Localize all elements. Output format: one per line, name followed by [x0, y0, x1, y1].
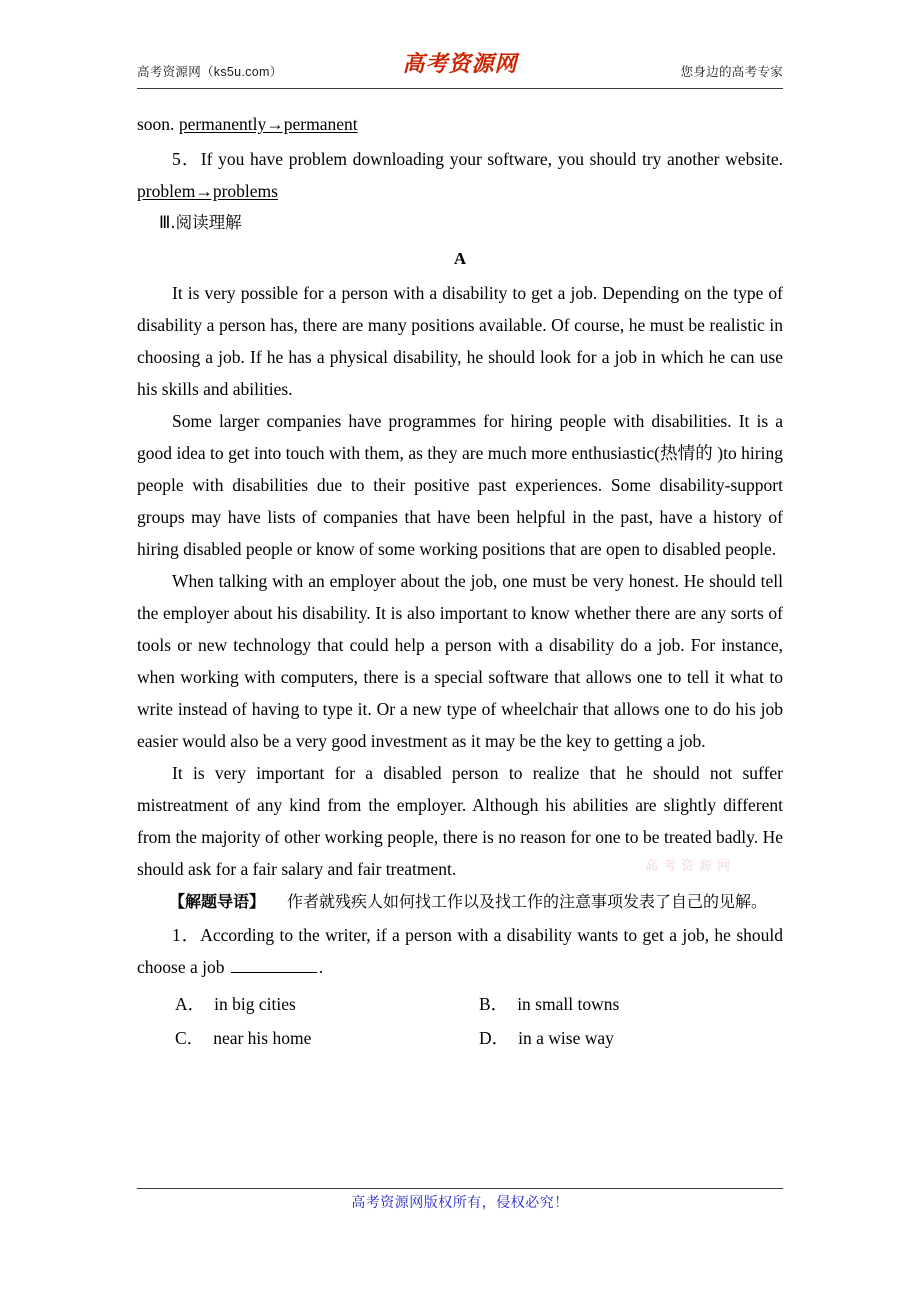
passage-paragraph: Some larger companies have programmes for hiring people with disabilities. It is a good idea to get into touch with them, as they are much more enthusiastic(热情的 )to hiring people with disabilities due to their positive past experiences. Some disability-support groups may have lists of companies that have been helpful in the past, have a history of hiring disabled people or know of some working positions that are open to disabled people.	[137, 411, 783, 559]
question-1-text: 1．According to the writer, if a person with a disability wants to get a job, he should choose a job	[137, 925, 783, 977]
option-row	[175, 987, 783, 1021]
header-site-name: 高考资源网（ks5u.com）	[137, 65, 283, 79]
section-heading-reading: Ⅲ.阅读理解	[159, 213, 242, 232]
answer-blank[interactable]	[231, 958, 317, 973]
page-header	[137, 51, 783, 88]
option-d-text: in a wise way	[518, 1028, 614, 1048]
answer-guide-label: 【解题导语】	[169, 892, 266, 911]
option-b-label: B．	[479, 994, 509, 1014]
passage-label-a: A	[453, 249, 467, 268]
option-c-label: C．	[175, 1028, 205, 1048]
option-a-label: A．	[175, 994, 206, 1014]
exercise-item-5	[137, 143, 783, 207]
question-1-period: .	[318, 957, 324, 977]
footer-divider	[137, 1188, 783, 1189]
question-1	[137, 919, 783, 983]
option-b[interactable]	[479, 987, 783, 1021]
answer-guide-text: 作者就残疾人如何找工作以及找工作的注意事项发表了自己的见解。	[287, 892, 768, 911]
carryover-answer: permanently→permanent	[178, 114, 358, 134]
option-a-text: in big cities	[214, 994, 296, 1014]
document-content	[137, 108, 783, 1055]
option-b-text: in small towns	[517, 994, 620, 1014]
header-divider	[137, 88, 783, 89]
passage-paragraph: It is very possible for a person with a disability to get a job. Depending on the type of disability a person has, there are many positions available. Of course, he must be realistic in choosing a job. If he has a physical disability, he should look for a job in which he can use his skills and abilities.	[137, 283, 783, 399]
option-c-text: near his home	[213, 1028, 312, 1048]
option-a[interactable]	[175, 987, 479, 1021]
option-row	[175, 1021, 783, 1055]
item5-answer: problem→problems	[137, 181, 278, 201]
option-d-label: D．	[479, 1028, 510, 1048]
passage-paragraph: When talking with an employer about the job, one must be very honest. He should tell the employer about his disability. It is also important to know whether there are any sorts of tools or new technology that could help a person with a disability do a job. For instance, when working with computers, there is a special software that allows one to tell it what to write instead of having to type it. Or a new type of wheelchair that allows one to do his job easier would also be a very good investment as it may be the key to getting a job.	[137, 571, 783, 751]
carryover-answer-line	[137, 108, 783, 140]
header-logo: 高考资源网	[402, 51, 518, 76]
option-c[interactable]	[175, 1021, 479, 1055]
question-1-options	[137, 987, 783, 1055]
carryover-prefix: soon.	[137, 114, 179, 134]
item5-sentence: 5．If you have problem downloading your software, you should try another website.	[172, 149, 783, 169]
option-d[interactable]	[479, 1021, 783, 1055]
header-tagline: 您身边的高考专家	[680, 65, 783, 79]
footer-copyright: 高考资源网版权所有，侵权必究！	[351, 1195, 569, 1211]
watermark-text: 高考资源网	[645, 859, 736, 874]
passage-paragraph: It is very important for a disabled person to realize that he should not suffer mistreatment of any kind from the employer. Although his abilities are slightly different from the majority of other working people, there is no reason for one to be treated badly. He should ask for a fair salary and fair treatment.	[137, 763, 783, 879]
answer-guide	[137, 885, 783, 919]
